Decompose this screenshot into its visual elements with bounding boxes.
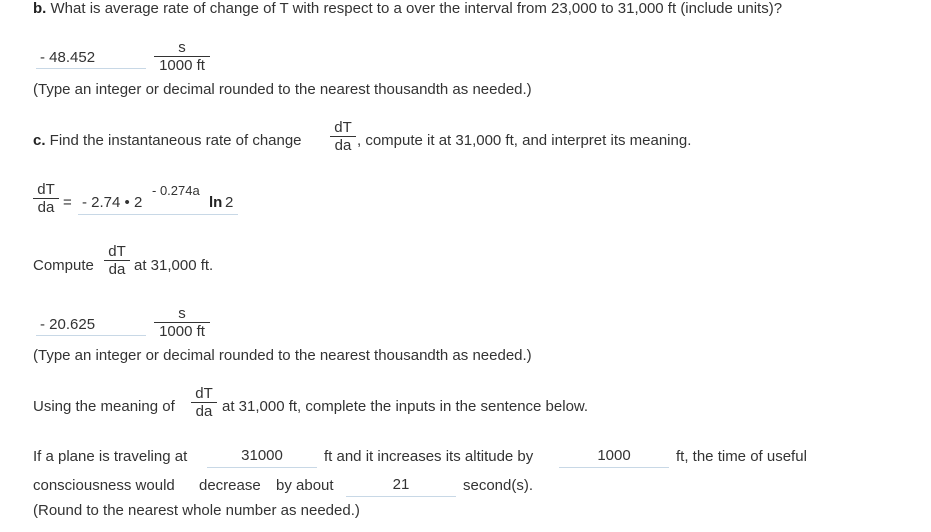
part-c-question-fraction bbox=[330, 119, 356, 154]
part-c-note: (Type an integer or decimal rounded to the nearest thousandth as needed.) bbox=[33, 347, 532, 364]
seconds-value: 21 bbox=[392, 476, 410, 493]
part-b-question-text: What is average rate of change of T with respect to a over the interval from 23,000 to 31,000 ft (include units)? bbox=[46, 0, 783, 17]
sentence-part-5: by about bbox=[276, 477, 334, 494]
meaning-tail: at 31,000 ft, complete the inputs in the sentence below. bbox=[222, 398, 589, 415]
part-b-label: b. bbox=[33, 0, 47, 17]
meaning-label: Using the meaning of bbox=[33, 398, 175, 415]
derivative-lhs-denominator: da bbox=[37, 199, 55, 216]
part-b-unit-numerator: s bbox=[154, 39, 210, 57]
compute-tail: at 31,000 ft. bbox=[134, 257, 214, 274]
altitude-input[interactable] bbox=[207, 445, 317, 468]
part-c-unit-denominator: 1000 ft bbox=[159, 323, 205, 340]
part-b-unit-fraction bbox=[154, 39, 210, 74]
derivative-lhs-fraction bbox=[33, 181, 59, 216]
meaning-fraction bbox=[191, 385, 217, 420]
compute-denominator: da bbox=[108, 261, 126, 278]
part-c-answer-value: - 20.625 bbox=[40, 316, 96, 333]
part-c-question bbox=[33, 132, 302, 150]
compute-label: Compute bbox=[33, 257, 94, 274]
part-b-answer-value: - 48.452 bbox=[40, 49, 96, 66]
altitude-increase-value: 1000 bbox=[597, 447, 631, 464]
part-b-note: (Type an integer or decimal rounded to the nearest thousandth as needed.) bbox=[33, 81, 532, 98]
direction-select[interactable]: decrease bbox=[199, 477, 261, 494]
sentence-part-3: ft, the time of useful bbox=[676, 448, 807, 465]
derivative-lhs-numerator: dT bbox=[33, 181, 59, 199]
part-c-label: c. bbox=[33, 132, 46, 149]
meaning-denominator: da bbox=[195, 403, 213, 420]
part-c-question-denominator: da bbox=[334, 137, 352, 154]
part-b-unit-denominator: 1000 ft bbox=[159, 57, 205, 74]
altitude-value: 31000 bbox=[241, 447, 283, 464]
altitude-increase-input[interactable] bbox=[559, 445, 669, 468]
meaning-numerator: dT bbox=[191, 385, 217, 403]
seconds-input[interactable] bbox=[346, 474, 456, 497]
sentence-part-6: second(s). bbox=[463, 477, 534, 494]
part-c-unit-fraction bbox=[154, 305, 210, 340]
part-c-question-tail: , compute it at 31,000 ft, and interpret its meaning. bbox=[357, 132, 692, 149]
derivative-exponent: - 0.274a bbox=[152, 183, 200, 198]
derivative-log: ln bbox=[209, 194, 223, 211]
part-c-question-text: Find the instantaneous rate of change bbox=[45, 132, 302, 149]
compute-fraction bbox=[104, 243, 130, 278]
sentence-part-4: consciousness would bbox=[33, 477, 175, 494]
part-c-question-numerator: dT bbox=[330, 119, 356, 137]
part-b-question bbox=[33, 0, 782, 18]
sentence-part-2: ft and it increases its altitude by bbox=[324, 448, 534, 465]
sentence-part-1: If a plane is traveling at bbox=[33, 448, 188, 465]
round-note: (Round to the nearest whole number as needed.) bbox=[33, 502, 360, 519]
derivative-answer-field[interactable] bbox=[78, 183, 238, 215]
part-c-answer-field[interactable] bbox=[36, 314, 146, 336]
compute-numerator: dT bbox=[104, 243, 130, 261]
part-b-answer-field[interactable] bbox=[36, 47, 146, 69]
derivative-base: - 2.74 • 2 bbox=[82, 194, 143, 211]
derivative-log-arg: 2 bbox=[225, 194, 234, 211]
part-c-unit-numerator: s bbox=[154, 305, 210, 323]
derivative-equals: = bbox=[63, 194, 72, 211]
